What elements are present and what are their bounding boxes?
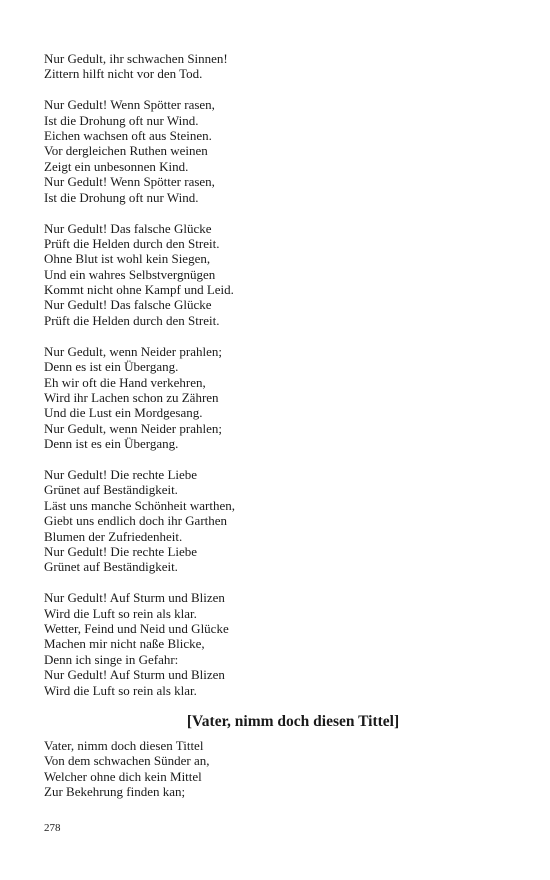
verse-line: Ist die Drohung oft nur Wind.: [44, 112, 199, 128]
verse-line: Läst uns manche Schönheit warthen,: [44, 497, 235, 513]
page-number: 278: [44, 822, 61, 834]
verse-line: Zur Bekehrung finden kan;: [44, 784, 186, 800]
verse-line: Nur Gedult, wenn Neider prahlen;: [44, 420, 222, 436]
verse-line: Denn es ist ein Übergang.: [44, 359, 179, 375]
verse-line: Nur Gedult! Die rechte Liebe: [44, 543, 198, 559]
verse-line: Wird die Luft so rein als klar.: [44, 605, 197, 621]
verse-line: Zittern hilft nicht vor den Tod.: [44, 66, 203, 82]
verse-line: Wird ihr Lachen schon zu Zähren: [44, 389, 219, 405]
poem-text: [44, 51, 514, 713]
verse-line: Denn ich singe in Gefahr:: [44, 651, 179, 667]
verse-line: Und ein wahres Selbstvergnügen: [44, 266, 216, 282]
verse-line: Grünet auf Beständigkeit.: [44, 482, 178, 498]
verse-line: Ohne Blut ist wohl kein Siegen,: [44, 251, 211, 267]
poem-text-2: [44, 738, 514, 800]
verse-line: Nur Gedult, wenn Neider prahlen;: [44, 343, 222, 359]
stanza-5: [44, 467, 514, 575]
verse-line: Prüft die Helden durch den Streit.: [44, 312, 220, 328]
verse-line: Und die Lust ein Mordgesang.: [44, 405, 203, 421]
verse-line: Wetter, Feind und Neid und Glücke: [44, 621, 229, 636]
verse-line: Vater, nimm doch diesen Tittel: [44, 738, 204, 753]
stanza-2: [44, 97, 514, 205]
verse-line: Nur Gedult! Das falsche Glücke: [44, 297, 212, 313]
verse-line: Grünet auf Beständigkeit.: [44, 559, 178, 575]
verse-line: Blumen der Zufriedenheit.: [44, 528, 183, 544]
verse-line: Zeigt ein unbesonnen Kind.: [44, 158, 189, 174]
stanza-6: [44, 590, 514, 698]
stanza-4: [44, 344, 514, 452]
verse-line: Ist die Drohung oft nur Wind.: [44, 189, 199, 205]
verse-line: Wird die Luft so rein als klar.: [44, 682, 197, 698]
verse-line: Nur Gedult, ihr schwachen Sinnen!: [44, 51, 228, 66]
stanza-1: [44, 51, 514, 82]
verse-line: Giebt uns endlich doch ihr Garthen: [44, 513, 228, 529]
verse-line: Nur Gedult! Wenn Spötter rasen,: [44, 174, 215, 190]
verse-line: Nur Gedult! Wenn Spötter rasen,: [44, 97, 215, 113]
poem-heading: [Vater, nimm doch diesen Tittel]: [186, 713, 400, 730]
verse-line: Nur Gedult! Auf Sturm und Blizen: [44, 667, 225, 683]
verse-line: Nur Gedult! Das falsche Glücke: [44, 220, 212, 236]
verse-line: Machen mir nicht naße Blicke,: [44, 636, 205, 652]
verse-line: Denn ist es ein Übergang.: [44, 436, 179, 452]
verse-line: Kommt nicht ohne Kampf und Leid.: [44, 282, 234, 298]
verse-line: Nur Gedult! Auf Sturm und Blizen: [44, 590, 225, 606]
verse-line: Eh wir oft die Hand verkehren,: [44, 374, 206, 390]
stanza-3: [44, 221, 514, 329]
verse-line: Welcher ohne dich kein Mittel: [44, 768, 202, 784]
verse-line: Nur Gedult! Die rechte Liebe: [44, 466, 198, 482]
verse-line: Vor dergleichen Ruthen weinen: [44, 143, 208, 159]
verse-line: Prüft die Helden durch den Streit.: [44, 235, 220, 251]
verse-line: Eichen wachsen oft aus Steinen.: [44, 128, 212, 144]
verse-line: Von dem schwachen Sünder an,: [44, 753, 210, 769]
